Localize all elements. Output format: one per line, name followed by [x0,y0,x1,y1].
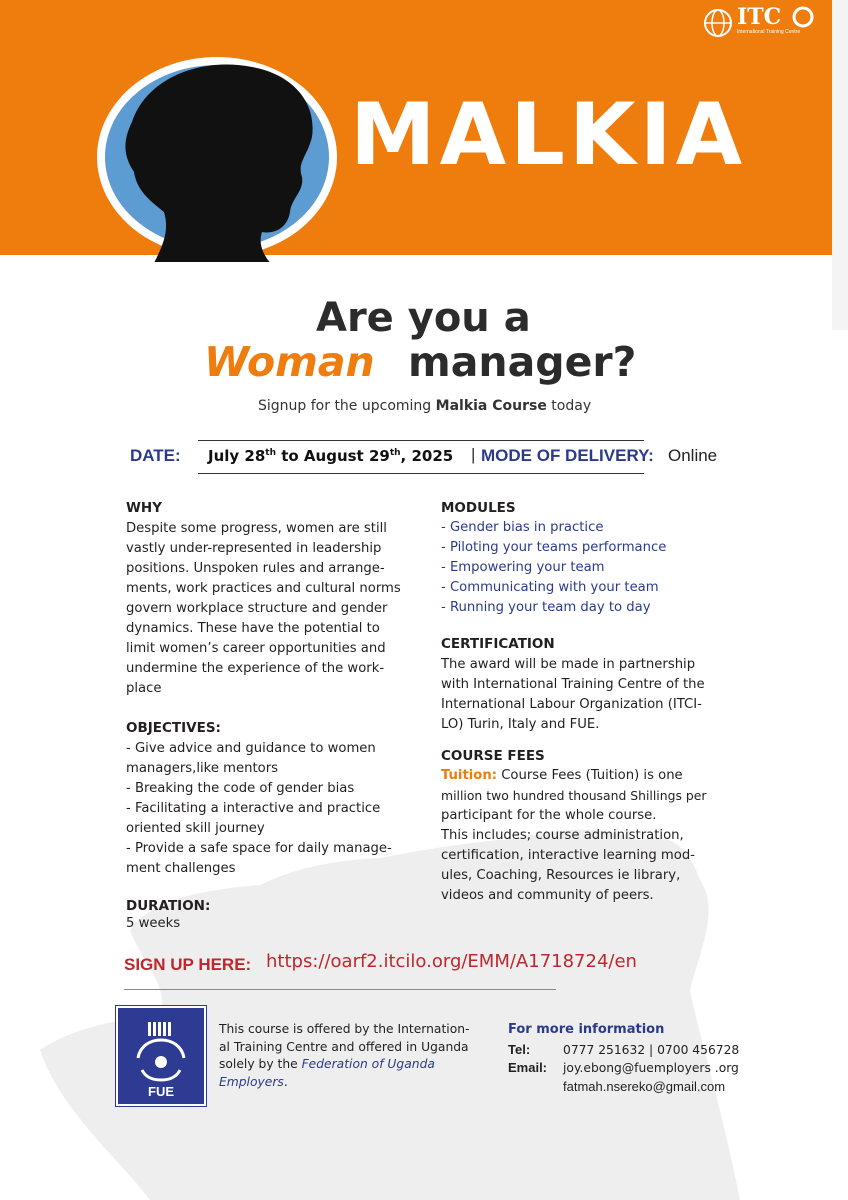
woman-silhouette-icon [92,52,342,262]
fees-line: videos and community of peers. [441,888,654,903]
why-heading: WHY [126,500,162,516]
certification-line: International Labour Organization (ITCI- [441,697,702,712]
module-item: - Communicating with your team [441,580,659,595]
itc-logo-ring-icon [788,6,818,28]
tuition-label: Tuition: [441,768,498,783]
objective-line: ment challenges [126,861,236,876]
date-label: DATE: [130,446,181,465]
date-bottom-rule [198,473,644,474]
module-item: - Gender bias in practice [441,520,604,535]
offer-line: al Training Centre and offered in Uganda [219,1039,469,1054]
fees-line: This includes; course administration, [441,828,684,843]
offer-line3-prefix: solely by the [219,1057,302,1071]
why-line: limit women’s career opportunities and [126,641,386,656]
mode-label: MODE OF DELIVERY: [481,446,654,465]
module-item: - Running your team day to day [441,600,651,615]
objectives-heading: OBJECTIVES: [126,720,221,736]
offer-line [219,1056,469,1074]
fees-line: certification, interactive learning mod- [441,848,695,863]
objectives-body [126,739,392,879]
itc-globe-icon [703,8,733,38]
objective-line: managers,like mentors [126,761,278,776]
mode-value: Online [668,446,718,465]
headline-manager: manager? [408,338,637,386]
email-value: joy.ebong@fuemployers .org [563,1061,739,1075]
date-end-suffix: th [389,448,401,458]
why-body [126,519,401,699]
page-edge-strip [832,0,848,330]
offer-line4-suffix: . [283,1074,288,1089]
date-mode-separator: | [471,445,476,464]
date-start-suffix: th [265,448,276,458]
objective-line: - Give advice and guidance to women [126,741,376,756]
headline-woman: Woman [204,338,375,386]
signup-link[interactable]: https://oarf2.itcilo.org/EMM/A1718724/en [266,951,637,972]
tel-label: Tel: [508,1042,531,1057]
offer-line [219,1074,469,1092]
objective-line: - Provide a safe space for daily manage- [126,841,392,856]
objective-line: - Facilitating a interactive and practice [126,801,381,816]
brand-wordmark: MALKIA [350,85,747,185]
headline-subline [258,398,591,414]
certification-body [441,655,705,735]
why-line: undermine the experience of the work- [126,661,385,676]
objective-line: - Breaking the code of gender bias [126,781,355,796]
objective-line: oriented skill journey [126,821,265,836]
fees-line: participant for the whole course. [441,808,657,823]
date-top-rule [198,440,644,441]
signup-label: SIGN UP HERE: [124,955,252,974]
duration-value: 5 weeks [126,916,181,931]
date-year: , 2025 [400,447,454,465]
why-line: place [126,681,162,696]
module-item: - Piloting your teams performance [441,540,667,555]
itc-logo-text: ITC [737,4,782,30]
why-line: Despite some progress, women are still [126,521,387,536]
fue-logo-text: FUE [148,1084,174,1099]
offer-line: This course is offered by the Internation- [219,1022,470,1036]
why-line: ments, work practices and cultural norms [126,581,401,596]
modules-heading: MODULES [441,500,516,516]
offer-fue-name-end: Employers [219,1074,284,1089]
date-start: July 28 [208,447,266,465]
fees-body [441,766,706,906]
why-line: positions. Unspoken rules and arrange- [126,561,385,576]
fees-heading: COURSE FEES [441,748,545,764]
certification-line: with International Training Centre of the [441,677,705,692]
certification-line: The award will be made in partnership [441,657,696,672]
fees-first-line [441,766,706,786]
tel-value: 0777 251632 | 0700 456728 [563,1043,740,1057]
offer-fue-name: Federation of Uganda [301,1057,435,1071]
certification-line: LO) Turin, Italy and FUE. [441,717,600,732]
duration-heading: DURATION: [126,898,211,914]
why-line: govern workplace structure and gender [126,601,388,616]
module-item: - Empowering your team [441,560,605,575]
email-label: Email: [508,1060,548,1075]
itc-logo-subtext: International Training Centre [737,29,801,35]
fees-line: million two hundred thousand Shillings per [441,788,707,803]
more-info-heading: For more information [508,1022,665,1037]
fue-emblem-icon [130,1018,192,1082]
offer-statement [219,1021,469,1091]
date-value [208,447,453,465]
why-line: dynamics. These have the potential to [126,621,380,636]
why-line: vastly under-represented in leadership [126,541,382,556]
modules-list [441,518,666,618]
date-end: to August 29 [276,447,390,465]
subline-prefix: Signup for the upcoming [258,398,436,414]
signup-rule [124,989,556,990]
fees-line: ules, Coaching, Resources ie library, [441,868,681,883]
subline-suffix: today [546,398,592,414]
headline-line1: Are you a [316,295,531,341]
subline-course-name: Malkia Course [435,398,547,414]
email-value-secondary: fatmah.nsereko@gmail.com [563,1079,726,1094]
fees-first-line-text: Course Fees (Tuition) is one [497,768,683,783]
certification-heading: CERTIFICATION [441,636,555,652]
